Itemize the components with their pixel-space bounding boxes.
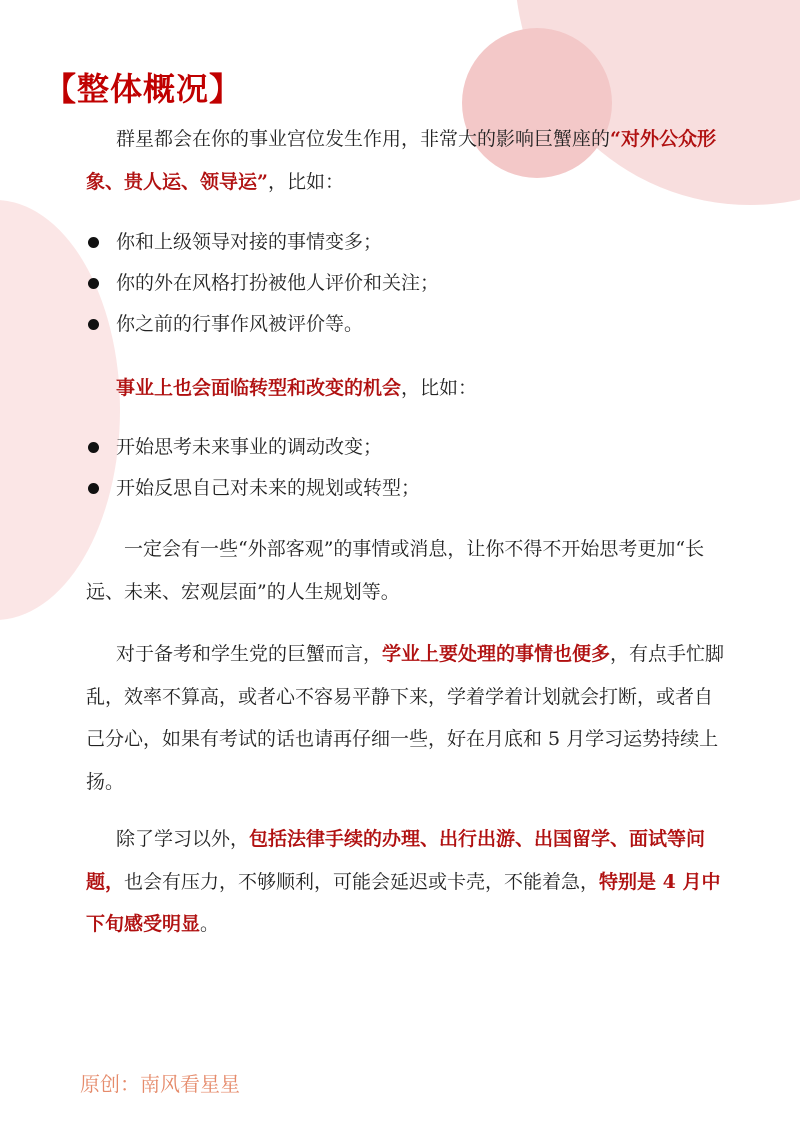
paragraph-text: ，有点手忙脚乱，效率不算高，或者心不容易平静下来，学着学着计划就会打断，或者自己分心，如果有考试的话也请再仔细一些，好在月底和 5 月学习运势持续上扬。 [86, 643, 725, 793]
bullet-icon [88, 483, 99, 494]
list-item: 开始思考未来事业的调动改变； [86, 427, 420, 468]
bullet-list-1 [86, 222, 439, 345]
highlight-text: 特别是 4 月中下旬感受明显 [86, 870, 721, 935]
paragraph-text: ，比如： [267, 170, 344, 193]
paragraph-overview [86, 118, 726, 203]
bullet-icon [88, 442, 99, 453]
paragraph-study [86, 633, 726, 803]
list-item: 你之前的行事作风被评价等。 [86, 304, 439, 345]
paragraph-other-matters [86, 818, 726, 946]
paragraph-career-change [86, 367, 726, 410]
highlight-text: 学业上要处理的事情也便多 [382, 643, 611, 665]
author-credit: 原创：南风看星星 [80, 1072, 240, 1096]
bullet-list-2 [86, 427, 420, 509]
highlight-text: 事业上也会面临转型和改变的机会 [116, 377, 402, 399]
paragraph-text: 也会有压力，不够顺利，可能会延迟或卡壳，不能着急， [124, 870, 600, 893]
section-heading: 【整体概况】 [44, 70, 243, 108]
paragraph-text: 。 [200, 913, 220, 935]
bullet-icon [88, 319, 99, 330]
list-item: 你和上级领导对接的事情变多； [86, 222, 439, 263]
highlight-text: “对外公众形象、贵人运、领导运” [86, 128, 716, 193]
highlight-text: 包括法律手续的办理、出行出游、出国留学、面试等问题， [86, 828, 706, 893]
paragraph-text: 对于备考和学生党的巨蟹而言， [116, 643, 383, 665]
paragraph-text: ，比如： [401, 377, 478, 399]
paragraph-text: 群星都会在你的事业宫位发生作用，非常大的影响巨蟹座的 [116, 128, 611, 150]
bullet-icon [88, 278, 99, 289]
bullet-icon [88, 237, 99, 248]
paragraph-external-events: 一定会有一些“外部客观”的事情或消息，让你不得不开始思考更加“长远、未来、宏观层面”的人生规划等。 [86, 538, 705, 603]
list-item: 你的外在风格打扮被他人评价和关注； [86, 263, 439, 304]
paragraph-text: 除了学习以外， [116, 828, 250, 850]
list-item: 开始反思自己对未来的规划或转型； [86, 468, 420, 509]
